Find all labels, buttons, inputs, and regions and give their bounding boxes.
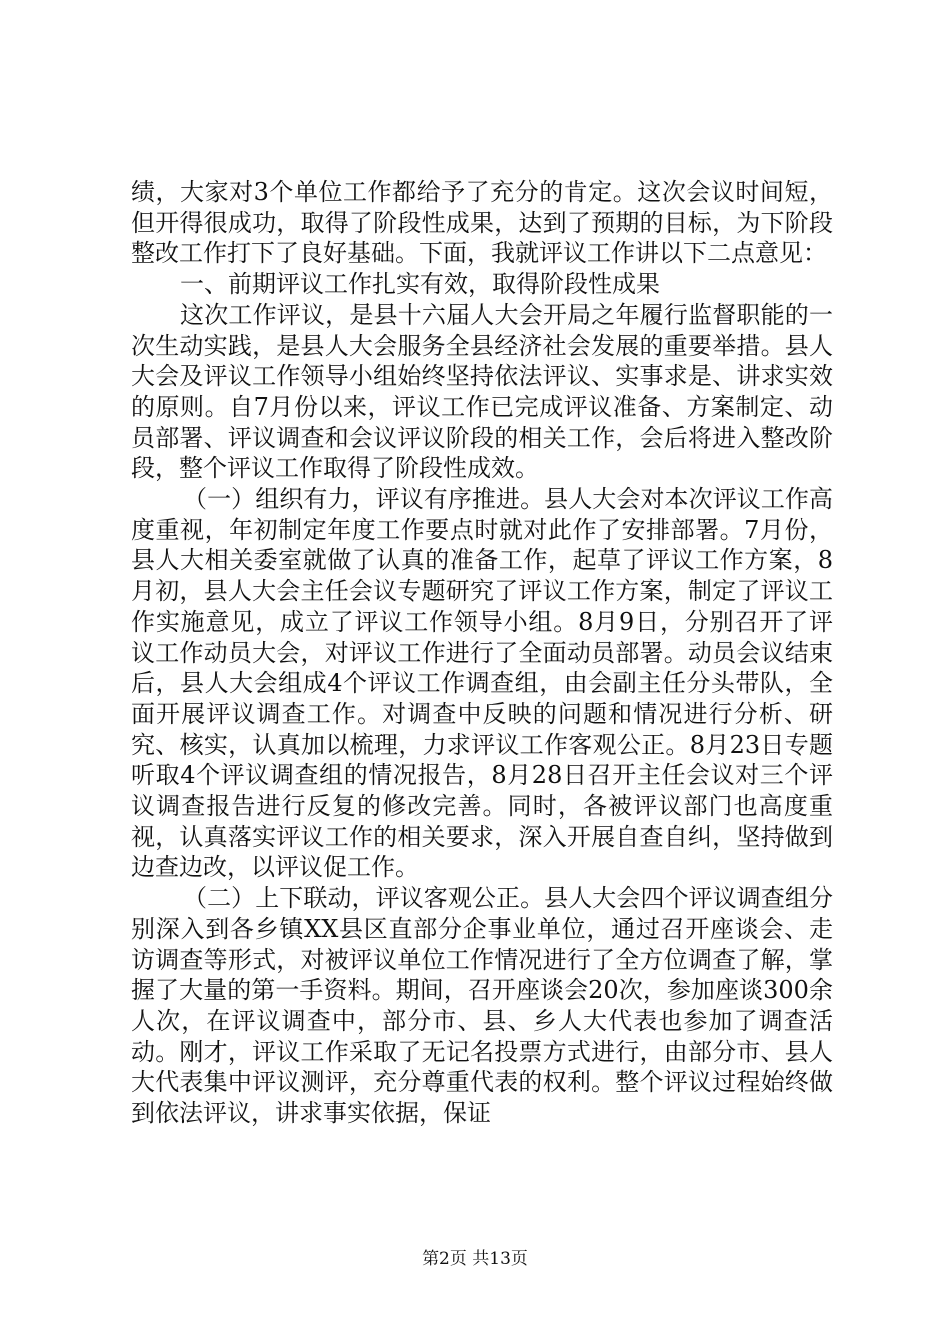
section-heading-1: 一、前期评议工作扎实有效，取得阶段性成果 [180,270,660,299]
page-footer: 第2页 共13页 [422,1249,528,1269]
paragraph-subsection-2: （二）上下联动，评议客观公正。县人大会四个评议调查组分别深入到各乡镇XX县区直部分企事业单位，通过召开座谈会、走访调查等形式，对被评议单位工作情况进行了全方位调查了解，掌握了大量的第一手资料。期间，召开座谈会20次，参加座谈300余人次，在评议调查中，部分市、县、乡人大代表也参加了调查活动。刚才，评议工作采取了无记名投票方式进行，由部分市、县人大代表集中评议测评，充分尊重代表的权利。整个评议过程始终做到依法评议，讲求事实依据，保证 [131,884,833,1128]
document-body [131,177,833,1129]
paragraph-overview: 这次工作评议，是县十六届人大会开局之年履行监督职能的一次生动实践，是县人大会服务全县经济社会发展的重要举措。县人大会及评议工作领导小组始终坚持依法评议、实事求是、讲求实效的原则。自7月份以来，评议工作已完成评议准备、方案制定、动员部署、评议调查和会议评议阶段的相关工作，会后将进入整改阶段，整个评议工作取得了阶段性成效。 [131,300,833,483]
paragraph-subsection-1: （一）组织有力，评议有序推进。县人大会对本次评议工作高度重视，年初制定年度工作要点时就对此作了安排部署。7月份，县人大相关委室就做了认真的准备工作，起草了评议工作方案，8月初，县人大会主任会议专题研究了评议工作方案，制定了评议工作实施意见，成立了评议工作领导小组。8月9日，分别召开了评议工作动员大会，对评议工作进行了全面动员部署。动员会议结束后，县人大会组成4个评议工作调查组，由会副主任分头带队，全面开展评议调查工作。对调查中反映的问题和情况进行分析、研究、核实，认真加以梳理，力求评议工作客观公正。8月23日专题听取4个评议调查组的情况报告，8月28日召开主任会议对三个评议调查报告进行反复的修改完善。同时，各被评议部门也高度重视，认真落实评议工作的相关要求，深入开展自查自纠，坚持做到边查边改，以评议促工作。 [131,485,833,882]
paragraph-continuation: 绩，大家对3个单位工作都给予了充分的肯定。这次会议时间短，但开得很成功，取得了阶段性成果，达到了预期的目标，为下阶段整改工作打下了良好基础。下面，我就评议工作讲以下二点意见： [131,178,833,268]
